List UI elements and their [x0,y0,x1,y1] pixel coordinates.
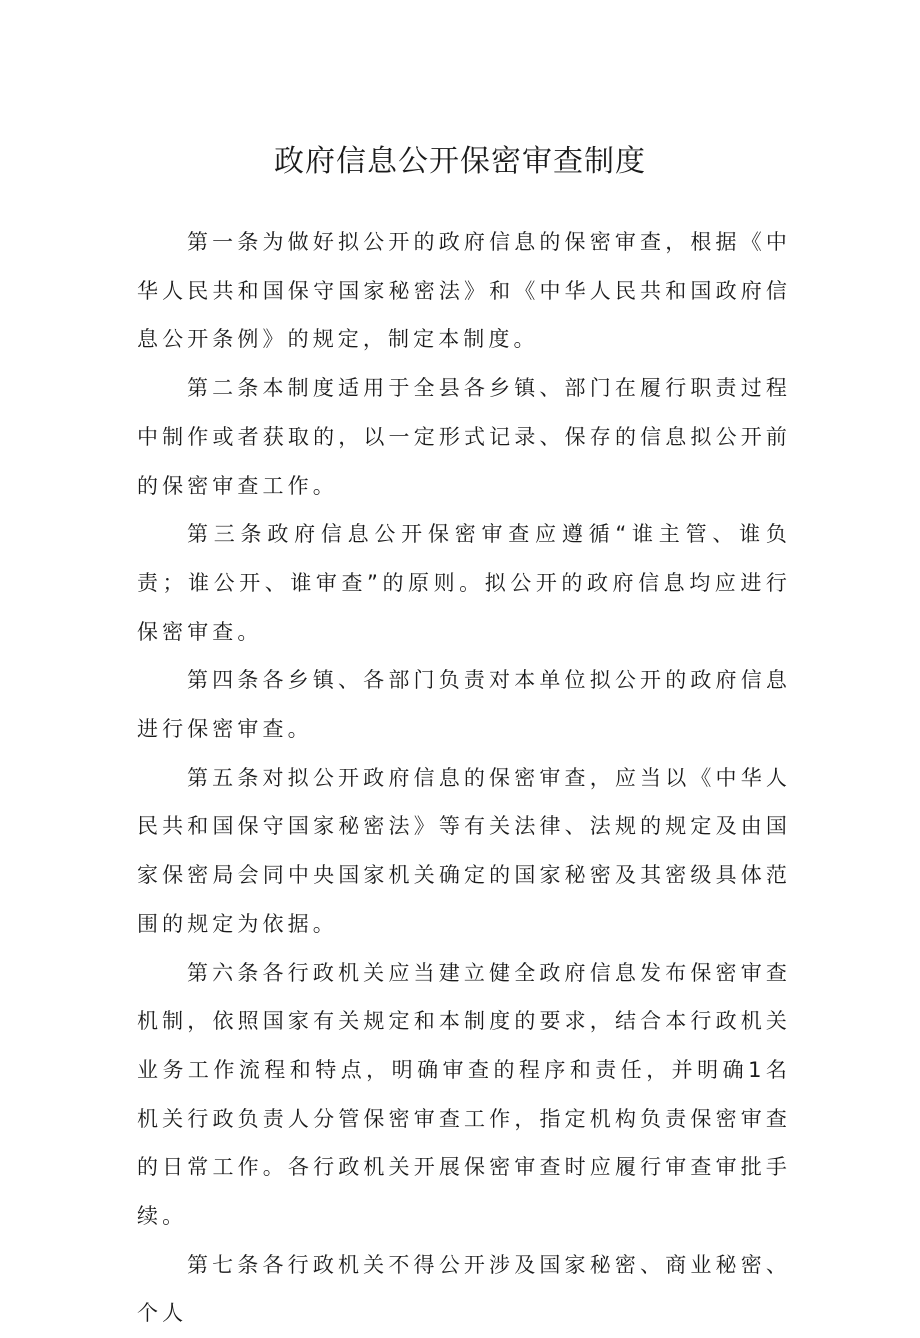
article-5-paragraph: 第五条对拟公开政府信息的保密审查，应当以《中华人民共和国保守国家秘密法》等有关法律、法规的规定及由国家保密局会同中央国家机关确定的国家秘密及其密级具体范围的规定为依据。 [137,765,791,936]
article-4-paragraph: 第四条各乡镇、各部门负责对本单位拟公开的政府信息进行保密审查。 [137,668,791,742]
article-3-paragraph: 第三条政府信息公开保密审查应遵循“谁主管、谁负责；谁公开、谁审查”的原则。拟公开的政府信息均应进行保密审查。 [137,522,791,644]
article-6-paragraph: 第六条各行政机关应当建立健全政府信息发布保密审查机制，依照国家有关规定和本制度的要求，结合本行政机关业务工作流程和特点，明确审查的程序和责任，并明确1名机关行政负责人分管保密审查工作，指定机构负责保密审查的日常工作。各行政机关开展保密审查时应履行审查审批手续。 [137,960,791,1229]
article-7-paragraph: 第七条各行政机关不得公开涉及国家秘密、商业秘密、个人 [137,1252,791,1326]
article-2-paragraph: 第二条本制度适用于全县各乡镇、部门在履行职责过程中制作或者获取的，以一定形式记录、保存的信息拟公开前的保密审查工作。 [137,376,791,498]
document-title: 政府信息公开保密审查制度 [274,144,646,179]
document-body [137,218,791,1338]
article-1-paragraph: 第一条为做好拟公开的政府信息的保密审查，根据《中华人民共和国保守国家秘密法》和《中华人民共和国政府信息公开条例》的规定，制定本制度。 [137,230,791,352]
